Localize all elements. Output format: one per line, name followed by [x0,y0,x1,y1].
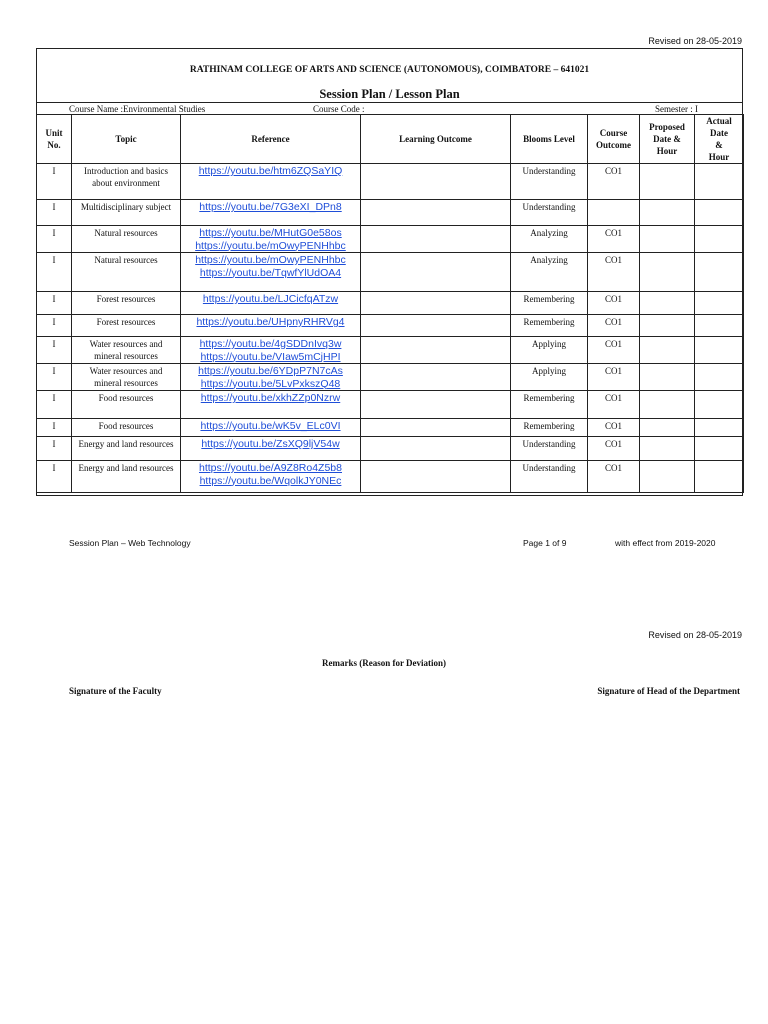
col-blooms-level: Blooms Level [511,115,588,164]
table-row [37,337,744,364]
actual-date-cell [695,315,744,337]
col-learning-outcome: Learning Outcome [361,115,511,164]
reference-link[interactable]: https://youtu.be/LJCicfqATzw [202,293,339,305]
proposed-date-cell [640,437,695,461]
course-outcome-cell: CO1 [588,461,640,493]
actual-date-cell [695,391,744,419]
semester: Semester : I [655,104,698,114]
reference-cell [181,461,361,493]
learning-outcome-cell [361,419,511,437]
course-outcome-cell: CO1 [588,364,640,391]
reference-link[interactable]: https://youtu.be/A9Z8Ro4Z5b8 [198,462,342,474]
learning-outcome-cell [361,200,511,226]
course-outcome-cell: CO1 [588,253,640,292]
footer-effect: with effect from 2019-2020 [615,538,716,548]
topic-cell: Energy and land resources [72,461,181,493]
reference-cell [181,437,361,461]
reference-link[interactable]: https://youtu.be/wK5v_ELc0VI [200,420,341,432]
course-outcome-cell: CO1 [588,337,640,364]
reference-cell [181,315,361,337]
unit-cell: I [37,419,72,437]
blooms-level-cell: Analyzing [511,226,588,253]
revised-date-bottom: Revised on 28-05-2019 [648,630,742,640]
reference-link[interactable]: https://youtu.be/MHutG0e58os [199,227,342,239]
reference-link[interactable]: https://youtu.be/UHpnyRHRVg4 [196,316,345,328]
blooms-level-cell: Remembering [511,391,588,419]
course-code: Course Code : [313,104,365,114]
blooms-level-cell: Understanding [511,461,588,493]
actual-date-cell [695,226,744,253]
learning-outcome-cell [361,292,511,315]
proposed-date-cell [640,364,695,391]
topic-cell: Introduction and basics about environment [72,164,181,200]
table-row [37,253,744,292]
learning-outcome-cell [361,164,511,200]
proposed-date-cell [640,164,695,200]
reference-link[interactable]: https://youtu.be/5LvPxkszQ48 [200,377,341,390]
table-row [37,461,744,493]
topic-cell: Water resources and mineral resources [72,364,181,391]
blooms-level-cell: Understanding [511,164,588,200]
topic-cell: Forest resources [72,315,181,337]
unit-cell: I [37,315,72,337]
col-topic: Topic [72,115,181,164]
col-proposed-line: Date & [653,134,681,144]
reference-cell [181,391,361,419]
reference-link[interactable]: https://youtu.be/WqolkJY0NEc [199,474,342,487]
reference-cell [181,292,361,315]
col-course-outcome [588,115,640,164]
col-proposed-line: Proposed [649,122,685,132]
actual-date-cell [695,419,744,437]
reference-link[interactable]: https://youtu.be/ZsXQ9ljV54w [201,438,340,450]
proposed-date-cell [640,419,695,437]
blooms-level-cell: Analyzing [511,253,588,292]
reference-link[interactable]: https://youtu.be/7G3eXI_DPn8 [199,201,342,213]
course-outcome-cell: CO1 [588,391,640,419]
blooms-level-cell: Applying [511,364,588,391]
signature-faculty: Signature of the Faculty [69,686,162,696]
learning-outcome-cell [361,315,511,337]
reference-cell [181,200,361,226]
unit-cell: I [37,391,72,419]
reference-link[interactable]: https://youtu.be/xkhZZp0Nzrw [200,392,341,404]
col-actual-line: Hour [708,152,730,162]
unit-cell: I [37,292,72,315]
col-actual-date [695,115,744,164]
course-outcome-cell [588,200,640,226]
table-row [37,364,744,391]
unit-cell: I [37,164,72,200]
topic-cell: Food resources [72,391,181,419]
unit-cell: I [37,461,72,493]
lesson-plan-table [36,114,744,493]
col-course-outcome-line: Course [599,128,628,138]
col-actual-line: & [715,140,723,150]
blooms-level-cell: Understanding [511,437,588,461]
reference-link[interactable]: https://youtu.be/VIaw5mCjHPI [200,350,341,363]
learning-outcome-cell [361,461,511,493]
actual-date-cell [695,364,744,391]
unit-cell: I [37,226,72,253]
reference-link[interactable]: https://youtu.be/4gSDDnIvq3w [199,338,342,350]
topic-cell: Food resources [72,419,181,437]
reference-cell [181,253,361,292]
learning-outcome-cell [361,391,511,419]
course-name: Course Name :Environmental Studies [69,104,206,114]
learning-outcome-cell [361,337,511,364]
proposed-date-cell [640,292,695,315]
table-row [37,315,744,337]
actual-date-cell [695,253,744,292]
unit-cell: I [37,337,72,364]
reference-cell [181,364,361,391]
col-actual-line: Date [710,128,728,138]
blooms-level-cell: Remembering [511,419,588,437]
proposed-date-cell [640,337,695,364]
learning-outcome-cell [361,226,511,253]
footer-page-number: Page 1 of 9 [523,538,567,548]
learning-outcome-cell [361,437,511,461]
reference-link[interactable]: https://youtu.be/mOwyPENHhbc [195,254,346,266]
signature-hod: Signature of Head of the Department [597,686,740,696]
college-name: RATHINAM COLLEGE OF ARTS AND SCIENCE (AUTONOMOUS), COIMBATORE – 641021 [189,65,590,75]
course-outcome-cell: CO1 [588,437,640,461]
topic-cell: Water resources and mineral resources [72,337,181,364]
lesson-plan-sheet [36,48,743,496]
col-proposed-line: Hour [656,146,678,156]
proposed-date-cell [640,391,695,419]
col-course-outcome-line: Outcome [596,140,631,150]
plan-title: Session Plan / Lesson Plan [319,87,460,101]
col-reference: Reference [181,115,361,164]
course-outcome-cell: CO1 [588,419,640,437]
unit-cell: I [37,200,72,226]
reference-link[interactable]: https://youtu.be/6YDpP7N7cAs [198,365,343,377]
topic-cell: Forest resources [72,292,181,315]
table-header-row [37,115,744,164]
lesson-plan-body [37,164,744,493]
topic-cell: Multidisciplinary subject [72,200,181,226]
unit-cell: I [37,437,72,461]
reference-link[interactable]: https://youtu.be/mOwyPENHhbc [195,239,346,252]
col-unit [37,115,72,164]
table-row [37,292,744,315]
col-unit-line: No. [47,140,61,150]
table-row [37,226,744,253]
blooms-level-cell: Understanding [511,200,588,226]
topic-cell: Energy and land resources [72,437,181,461]
learning-outcome-cell [361,253,511,292]
actual-date-cell [695,164,744,200]
actual-date-cell [695,200,744,226]
learning-outcome-cell [361,364,511,391]
reference-cell [181,226,361,253]
actual-date-cell [695,461,744,493]
reference-cell [181,164,361,200]
topic-cell: Natural resources [72,253,181,292]
col-actual-line: Actual [706,116,732,126]
col-unit-line: Unit [45,128,63,138]
reference-cell [181,419,361,437]
revised-date-top: Revised on 28-05-2019 [648,36,742,46]
table-row [37,437,744,461]
table-row [37,391,744,419]
table-row [37,164,744,200]
remarks-heading: Remarks (Reason for Deviation) [321,658,447,668]
table-row [37,419,744,437]
actual-date-cell [695,437,744,461]
course-outcome-cell: CO1 [588,226,640,253]
course-outcome-cell: CO1 [588,164,640,200]
proposed-date-cell [640,461,695,493]
blooms-level-cell: Remembering [511,292,588,315]
topic-cell: Natural resources [72,226,181,253]
proposed-date-cell [640,315,695,337]
proposed-date-cell [640,253,695,292]
blooms-level-cell: Remembering [511,315,588,337]
col-proposed-date [640,115,695,164]
unit-cell: I [37,253,72,292]
proposed-date-cell [640,200,695,226]
reference-link[interactable]: https://youtu.be/TqwfYlUdOA4 [199,266,342,279]
actual-date-cell [695,337,744,364]
course-outcome-cell: CO1 [588,315,640,337]
reference-link[interactable]: https://youtu.be/htm6ZQSaYIQ [198,165,343,177]
proposed-date-cell [640,226,695,253]
reference-cell [181,337,361,364]
course-outcome-cell: CO1 [588,292,640,315]
table-row [37,200,744,226]
unit-cell: I [37,364,72,391]
footer-course: Session Plan – Web Technology [69,538,191,548]
blooms-level-cell: Applying [511,337,588,364]
actual-date-cell [695,292,744,315]
